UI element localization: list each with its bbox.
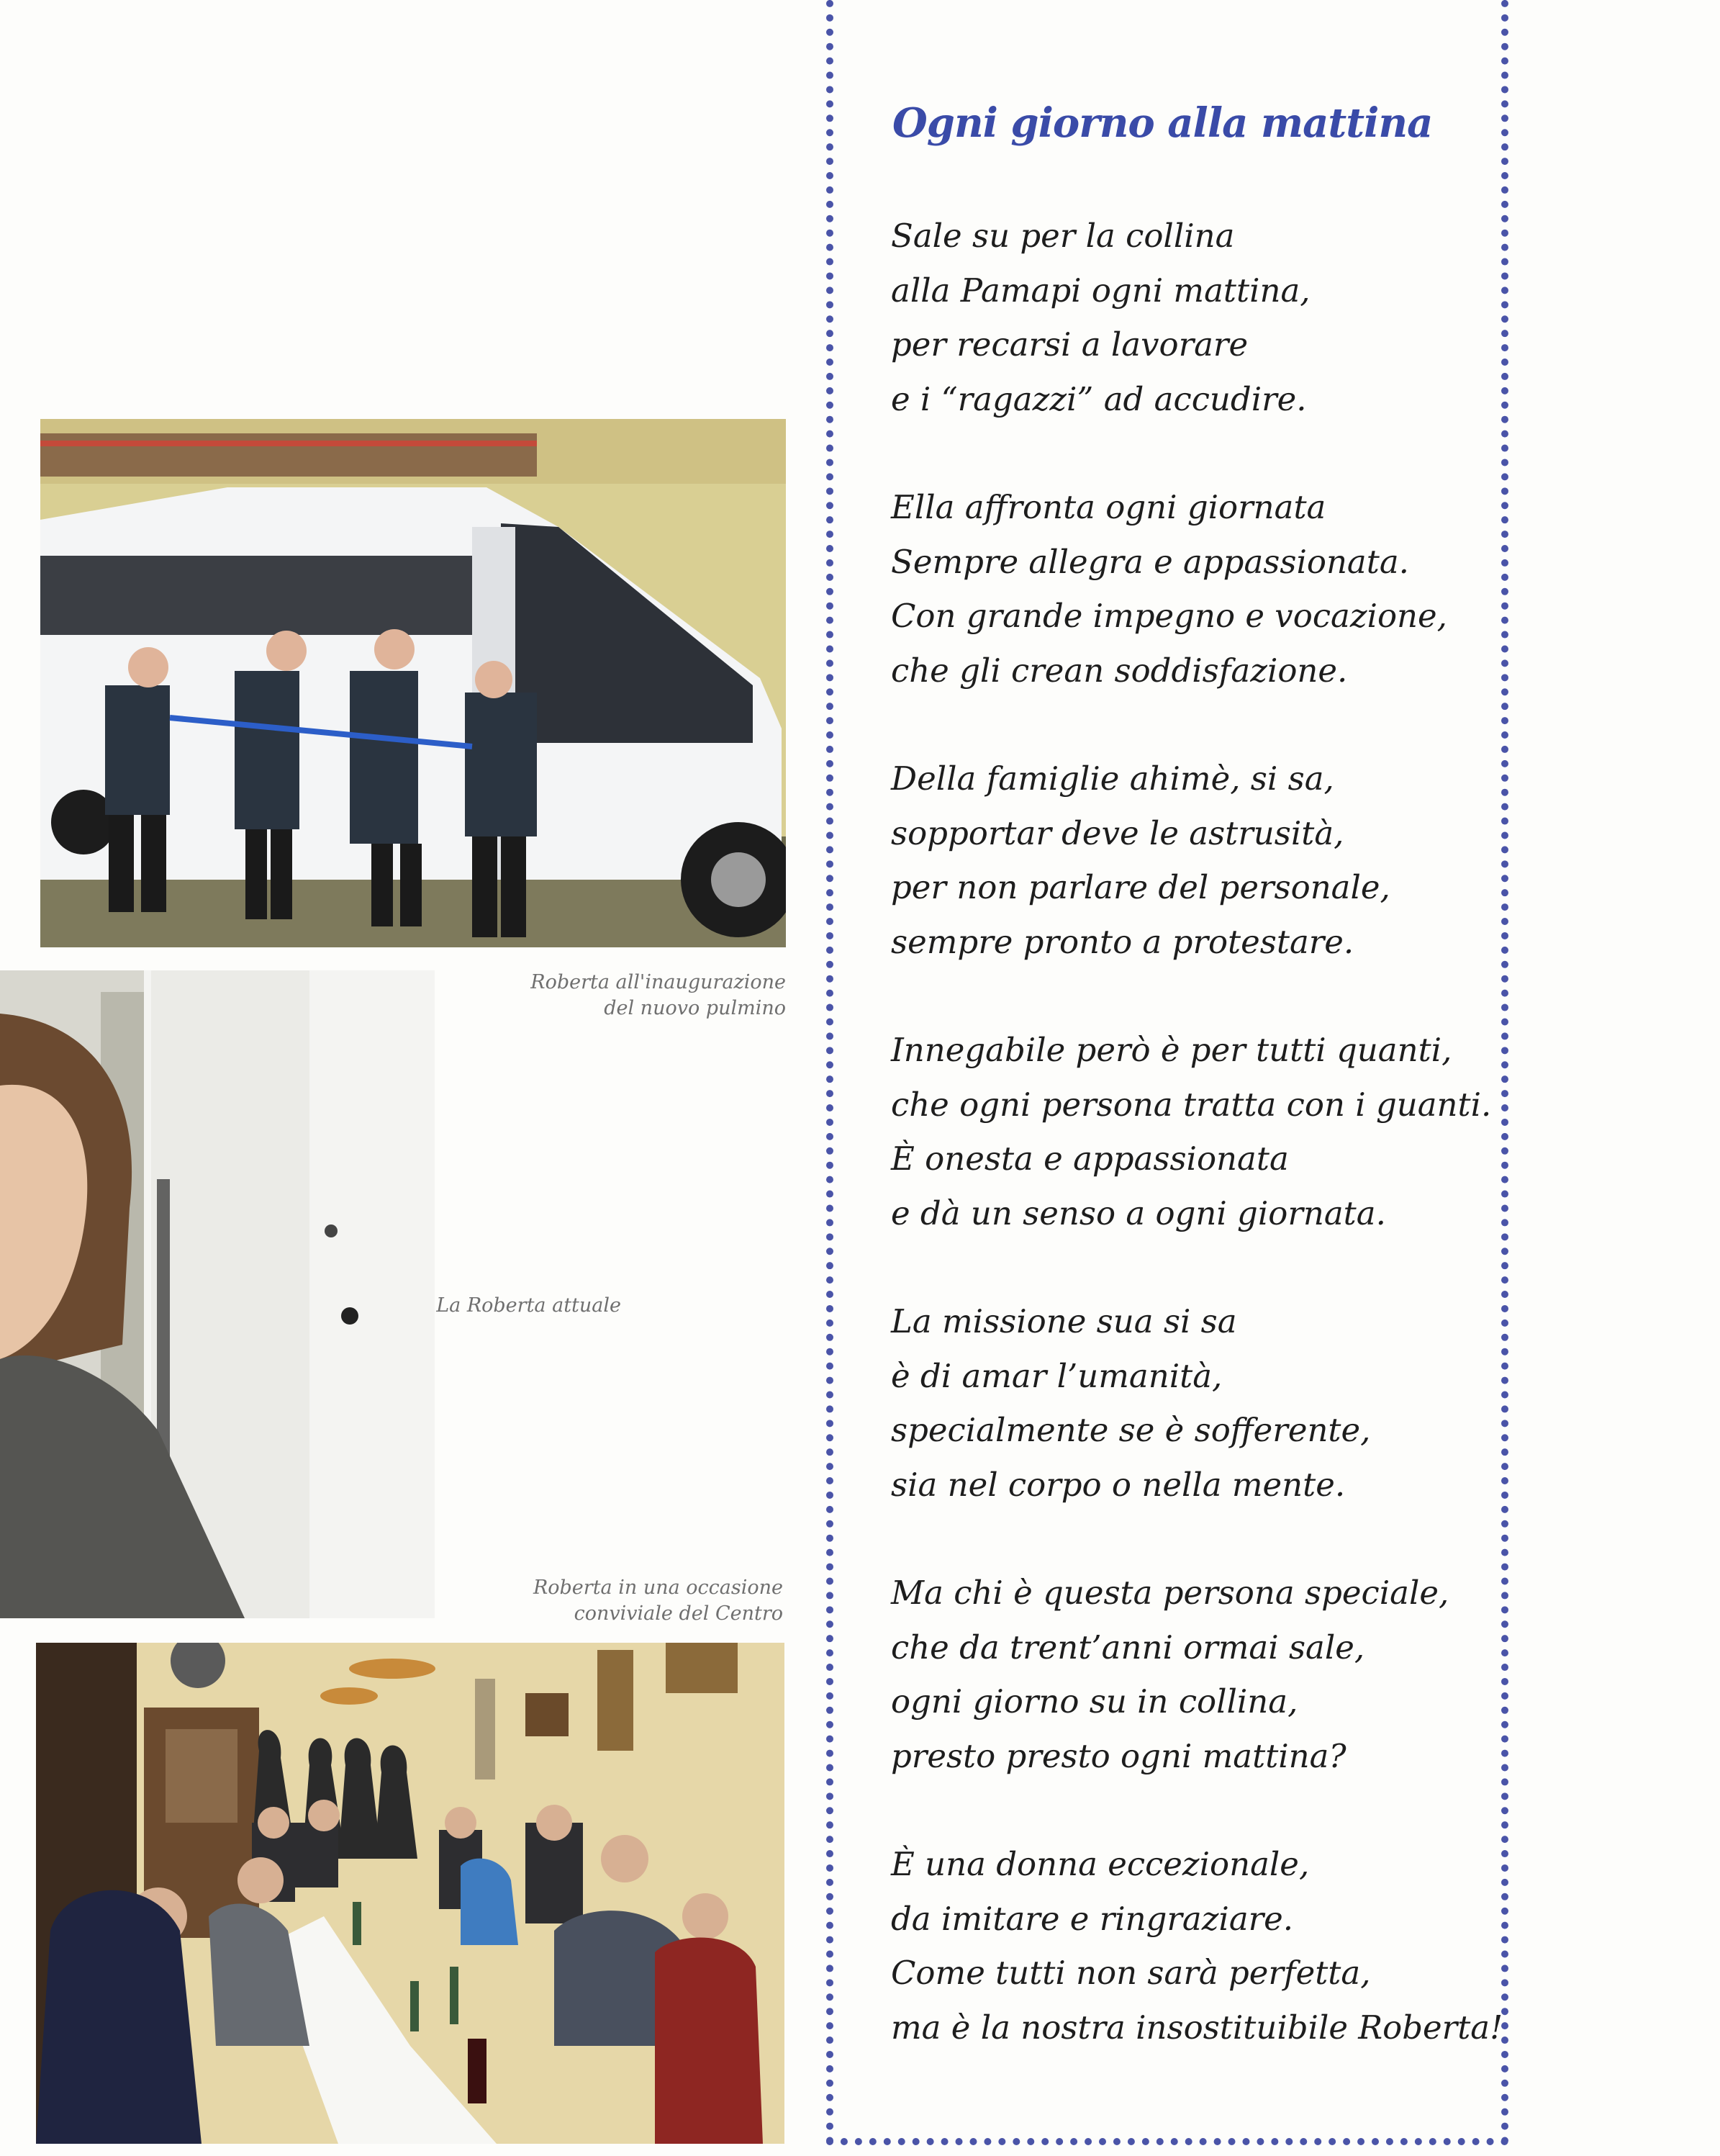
caption-line: conviviale del Centro xyxy=(574,1602,783,1625)
poem-line: che ogni persona tratta con i guanti. xyxy=(891,1085,1492,1124)
poem-line: specialmente se è sofferente, xyxy=(891,1411,1371,1449)
poem-line: sempre pronto a protestare. xyxy=(891,922,1354,961)
poem-line: sopportar deve le astrusità, xyxy=(891,813,1344,852)
poem-line: da imitare e ringraziare. xyxy=(891,1899,1294,1938)
minibus-photo-caption xyxy=(484,970,786,1021)
poem-line: ogni giorno su in collina, xyxy=(891,1682,1298,1720)
poem-line: Sale su per la collina xyxy=(891,217,1235,255)
poem-line: Con grande impegno e vocazione, xyxy=(891,597,1447,635)
poem-line: sia nel corpo o nella mente. xyxy=(891,1465,1346,1504)
caption-line: Roberta in una occasione xyxy=(533,1577,783,1599)
caption-line: La Roberta attuale xyxy=(436,1294,621,1317)
poem-line: Ella affronta ogni giornata xyxy=(891,488,1326,526)
poem-line: che gli crean soddisfazione. xyxy=(891,651,1348,690)
poem-line: ma è la nostra insostituibile Roberta! xyxy=(891,2008,1503,2047)
portrait-photo-caption xyxy=(319,1293,621,1319)
minibus-inauguration-photo xyxy=(40,419,786,947)
poem-line: È una donna eccezionale, xyxy=(891,1845,1310,1883)
dinner-photo-caption xyxy=(481,1575,783,1627)
poem-line: Della famiglie ahimè, si sa, xyxy=(891,759,1334,798)
poem-stanza xyxy=(891,480,1481,698)
poem-line: Innegabile però è per tutti quanti, xyxy=(891,1031,1452,1069)
poem-line: Ma chi è questa persona speciale, xyxy=(891,1574,1449,1612)
poem-stanza xyxy=(891,1294,1481,1512)
poem-line: Sempre allegra e appassionata. xyxy=(891,542,1409,581)
poem-line: che da trent’anni ormai sale, xyxy=(891,1628,1365,1666)
poem-stanza xyxy=(891,1837,1503,2054)
poem-line: presto presto ogni mattina? xyxy=(891,1736,1346,1775)
poem-line: per recarsi a lavorare xyxy=(891,325,1249,364)
poem-title: Ogni giorno alla mattina xyxy=(892,99,1433,147)
caption-line: del nuovo pulmino xyxy=(604,997,786,1019)
poem-line: È onesta e appassionata xyxy=(891,1140,1289,1178)
dinner-photo xyxy=(36,1643,784,2144)
poem-stanza xyxy=(891,209,1481,426)
poem-body xyxy=(891,209,1503,2108)
poem-line: è di amar l’umanità, xyxy=(891,1356,1223,1395)
poem-line: Come tutti non sarà perfetta, xyxy=(891,1954,1371,1992)
poem-stanza xyxy=(891,1566,1481,1783)
poem-line: La missione sua si sa xyxy=(891,1302,1237,1340)
caption-line: Roberta all'inaugurazione xyxy=(530,971,786,993)
poem-stanza xyxy=(891,1023,1492,1240)
poem-line: per non parlare del personale, xyxy=(891,868,1390,906)
poem-line: e i “ragazzi” ad accudire. xyxy=(891,379,1307,418)
poem-stanza xyxy=(891,752,1481,969)
poem-line: alla Pamapi ogni mattina, xyxy=(891,271,1311,310)
poem-line: e dà un senso a ogni giornata. xyxy=(891,1194,1386,1232)
